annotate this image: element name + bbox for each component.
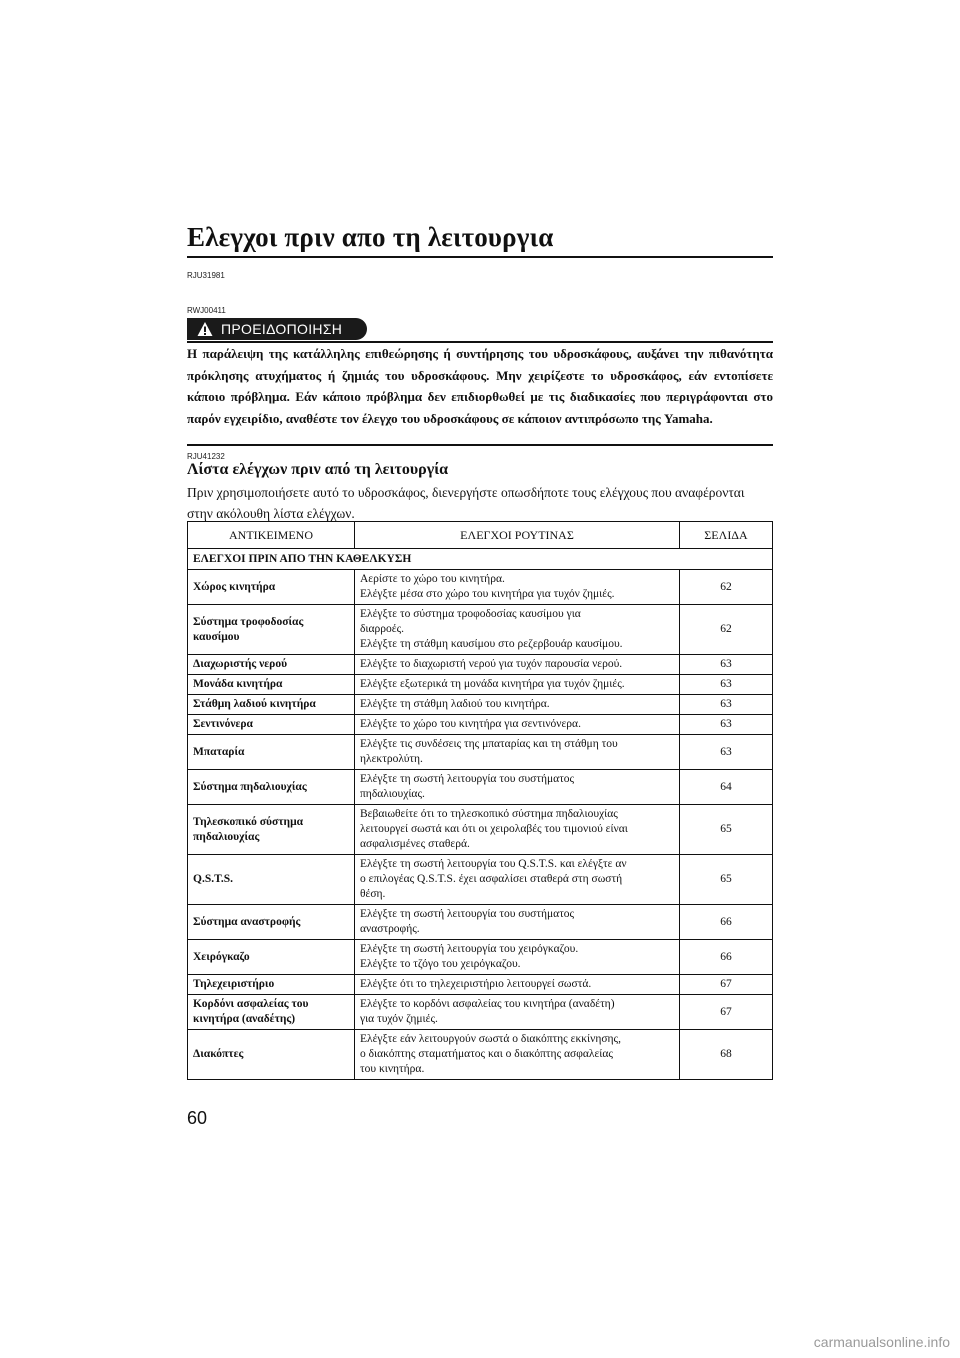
- row-page: 64: [680, 770, 773, 805]
- row-page: 65: [680, 805, 773, 855]
- row-check-line: Ελέγξτε ότι το τηλεχειριστήριο λειτουργεί σωστά.: [360, 978, 592, 990]
- row-check-line: πηδαλιουχίας.: [360, 788, 425, 800]
- table-row: [188, 905, 773, 940]
- row-item-line: Σύστημα πηδαλιουχίας: [193, 780, 307, 793]
- row-checks: [355, 940, 680, 975]
- row-item-line: Μονάδα κινητήρα: [193, 678, 283, 690]
- row-checks: [355, 905, 680, 940]
- row-page: 62: [680, 570, 773, 605]
- row-checks: [355, 855, 680, 905]
- row-item-line: Τηλεσκοπικό σύστημα: [193, 815, 304, 828]
- table-row: [188, 655, 773, 675]
- table-row: [188, 995, 773, 1030]
- row-check-line: Αερίστε το χώρο του κινητήρα.: [360, 573, 505, 585]
- header-page: ΣΕΛΙΔΑ: [680, 522, 773, 549]
- row-page: 67: [680, 975, 773, 995]
- row-item: [188, 655, 355, 675]
- row-page: 68: [680, 1030, 773, 1080]
- row-check-line: ηλεκτρολύτη.: [360, 753, 423, 765]
- table-row: [188, 570, 773, 605]
- table-row: [188, 1030, 773, 1080]
- row-item-line: καυσίμου: [193, 630, 240, 643]
- row-item: [188, 995, 355, 1030]
- warning-text: Η παράλειψη της κατάλληλης επιθεώρησης ή συντήρησης του υδροσκάφους, αυξάνει την πιθανότητα πρόκλησης ατυχήματος ή ζημιάς του υδροσκάφους. Μην χειρίζεστε το υδροσκάφος, εάν εντοπίσετε κάποιο πρόβλημα. Εάν κάποιο πρόβλημα δεν επιδιορθωθεί με τις διαδικασίες που περιγράφονται στο παρόν εγχειρίδιο, αναθέστε τον έλεγχο του υδροσκάφους σε κάποιον αντιπρόσωπο της Yamaha.: [187, 346, 773, 426]
- table-header-row: [188, 522, 773, 549]
- row-item-line: Q.S.T.S.: [193, 873, 234, 885]
- row-page: 63: [680, 735, 773, 770]
- row-check-line: θέση.: [360, 888, 386, 900]
- row-item: [188, 695, 355, 715]
- row-check-line: Ελέγξτε τη στάθμη καυσίμου στο ρεζερβουάρ καυσίμου.: [360, 638, 623, 650]
- row-check-line: Ελέγξτε το τζόγο του χειρόγκαζου.: [360, 958, 521, 970]
- row-item: [188, 940, 355, 975]
- watermark: carmanualsonline.info: [813, 1334, 950, 1350]
- row-item: [188, 855, 355, 905]
- row-item: [188, 770, 355, 805]
- row-item-line: Σύστημα αναστροφής: [193, 915, 301, 928]
- row-check-line: Ελέγξτε τις συνδέσεις της μπαταρίας και τη στάθμη του: [360, 738, 618, 750]
- row-page: 66: [680, 940, 773, 975]
- row-item-line: Στάθμη λαδιού κινητήρα: [193, 698, 316, 710]
- row-item: [188, 735, 355, 770]
- row-check-line: Βεβαιωθείτε ότι το τηλεσκοπικό σύστημα πηδαλιουχίας: [360, 808, 618, 820]
- row-item: [188, 805, 355, 855]
- row-page: 65: [680, 855, 773, 905]
- row-check-line: διαρροές.: [360, 623, 405, 635]
- row-checks: [355, 735, 680, 770]
- table-row: [188, 715, 773, 735]
- row-item: [188, 905, 355, 940]
- row-checks: [355, 995, 680, 1030]
- warning-label-text: ΠΡΟΕΙΔΟΠΟΙΗΣΗ: [221, 321, 343, 337]
- row-check-line: Ελέγξτε τη σωστή λειτουργία του χειρόγκαζου.: [360, 943, 579, 955]
- row-item: [188, 1030, 355, 1080]
- row-check-line: Ελέγξτε εξωτερικά τη μονάδα κινητήρα για τυχόν ζημιές.: [360, 678, 625, 690]
- warning-divider-bottom: [187, 444, 773, 446]
- row-check-line: Ελέγξτε τη σωστή λειτουργία του συστήματος: [360, 908, 575, 920]
- warning-code: RWJ00411: [187, 306, 226, 315]
- section-intro: Πριν χρησιμοποιήσετε αυτό το υδροσκάφος, διενεργήστε οπωσδήποτε τους ελέγχους που αναφέρονται στην ακόλουθη λίστα ελέγχων.: [187, 485, 745, 521]
- warning-icon: [197, 321, 213, 337]
- row-item: [188, 605, 355, 655]
- table-row: [188, 940, 773, 975]
- row-checks: [355, 715, 680, 735]
- row-item-line: Σεντινόνερα: [193, 718, 253, 730]
- row-check-line: για τυχόν ζημιές.: [360, 1013, 438, 1025]
- row-check-line: Ελέγξτε τη σωστή λειτουργία του Q.S.T.S. και ελέγξτε αν: [360, 858, 627, 870]
- row-page: 63: [680, 695, 773, 715]
- row-checks: [355, 695, 680, 715]
- checklist-table: [187, 521, 773, 1080]
- table-row: [188, 805, 773, 855]
- row-check-line: Ελέγξτε το κορδόνι ασφαλείας του κινητήρα (αναδέτη): [360, 998, 615, 1010]
- row-check-line: του κινητήρα.: [360, 1063, 425, 1075]
- row-check-line: Ελέγξτε το διαχωριστή νερού για τυχόν παρουσία νερού.: [360, 658, 623, 670]
- row-item-line: Διαχωριστής νερού: [193, 658, 288, 670]
- row-check-line: αναστροφής.: [360, 923, 420, 935]
- warning-label: [187, 318, 367, 340]
- row-checks: [355, 975, 680, 995]
- table-row: [188, 975, 773, 995]
- row-check-line: Ελέγξτε τη σωστή λειτουργία του συστήματος: [360, 773, 575, 785]
- row-checks: [355, 770, 680, 805]
- row-item-line: Σύστημα τροφοδοσίας: [193, 615, 304, 628]
- row-checks: [355, 805, 680, 855]
- table-row: [188, 605, 773, 655]
- row-page: 63: [680, 715, 773, 735]
- row-item-line: Διακόπτες: [193, 1048, 244, 1060]
- table-row: [188, 770, 773, 805]
- table-row: [188, 855, 773, 905]
- header-checks: ΕΛΕΓΧΟΙ ΡΟΥΤΙΝΑΣ: [355, 522, 680, 549]
- row-check-line: ο διακόπτης σταματήματος και ο διακόπτης ασφαλείας: [360, 1048, 613, 1060]
- row-check-line: ασφαλισμένες σταθερά.: [360, 838, 470, 850]
- doc-code: RJU31981: [187, 271, 225, 280]
- section-title: Λίστα ελέγχων πριν από τη λειτουργία: [187, 461, 449, 478]
- row-check-line: Ελέγξτε εάν λειτουργούν σωστά ο διακόπτης εκκίνησης,: [360, 1033, 621, 1045]
- row-item: [188, 715, 355, 735]
- table-row: [188, 675, 773, 695]
- row-item-line: κινητήρα (αναδέτης): [193, 1013, 296, 1025]
- row-item: [188, 570, 355, 605]
- page-title: Ελεγχοι πριν απο τη λειτουργια: [187, 222, 773, 258]
- row-item-line: Τηλεχειριστήριο: [193, 978, 275, 990]
- section-code: RJU41232: [187, 452, 225, 461]
- row-check-line: Ελέγξτε μέσα στο χώρο του κινητήρα για τυχόν ζημιές.: [360, 588, 615, 600]
- row-item-line: πηδαλιουχίας: [193, 830, 260, 843]
- table-row: [188, 695, 773, 715]
- table-section-row: [188, 549, 773, 570]
- row-item-line: Μπαταρία: [193, 745, 245, 758]
- row-check-line: Ελέγξτε τη στάθμη λαδιού του κινητήρα.: [360, 698, 550, 710]
- row-page: 66: [680, 905, 773, 940]
- page-number: 60: [187, 1108, 208, 1128]
- row-page: 67: [680, 995, 773, 1030]
- row-item: [188, 675, 355, 695]
- row-checks: [355, 1030, 680, 1080]
- row-checks: [355, 655, 680, 675]
- table-row: [188, 735, 773, 770]
- row-item-line: Χειρόγκαζο: [193, 950, 250, 963]
- row-check-line: Ελέγξτε το χώρο του κινητήρα για σεντινόνερα.: [360, 718, 581, 730]
- section-row-label: ΕΛΕΓΧΟΙ ΠΡΙΝ ΑΠΟ ΤΗΝ ΚΑΘΕΛΚΥΣΗ: [188, 549, 773, 570]
- row-checks: [355, 675, 680, 695]
- row-checks: [355, 605, 680, 655]
- row-check-line: ο επιλογέας Q.S.T.S. έχει ασφαλίσει σταθερά στη σωστή: [360, 873, 623, 885]
- row-page: 62: [680, 605, 773, 655]
- row-item: [188, 975, 355, 995]
- row-page: 63: [680, 655, 773, 675]
- row-page: 63: [680, 675, 773, 695]
- row-check-line: Ελέγξτε το σύστημα τροφοδοσίας καυσίμου για: [360, 608, 581, 620]
- row-item-line: Χώρος κινητήρα: [193, 580, 276, 593]
- row-item-line: Κορδόνι ασφαλείας του: [193, 998, 309, 1010]
- row-checks: [355, 570, 680, 605]
- header-item: ΑΝΤΙΚΕΙΜΕΝΟ: [188, 522, 355, 549]
- row-check-line: λειτουργεί σωστά και ότι οι χειρολαβές του τιμονιού είναι: [360, 823, 628, 835]
